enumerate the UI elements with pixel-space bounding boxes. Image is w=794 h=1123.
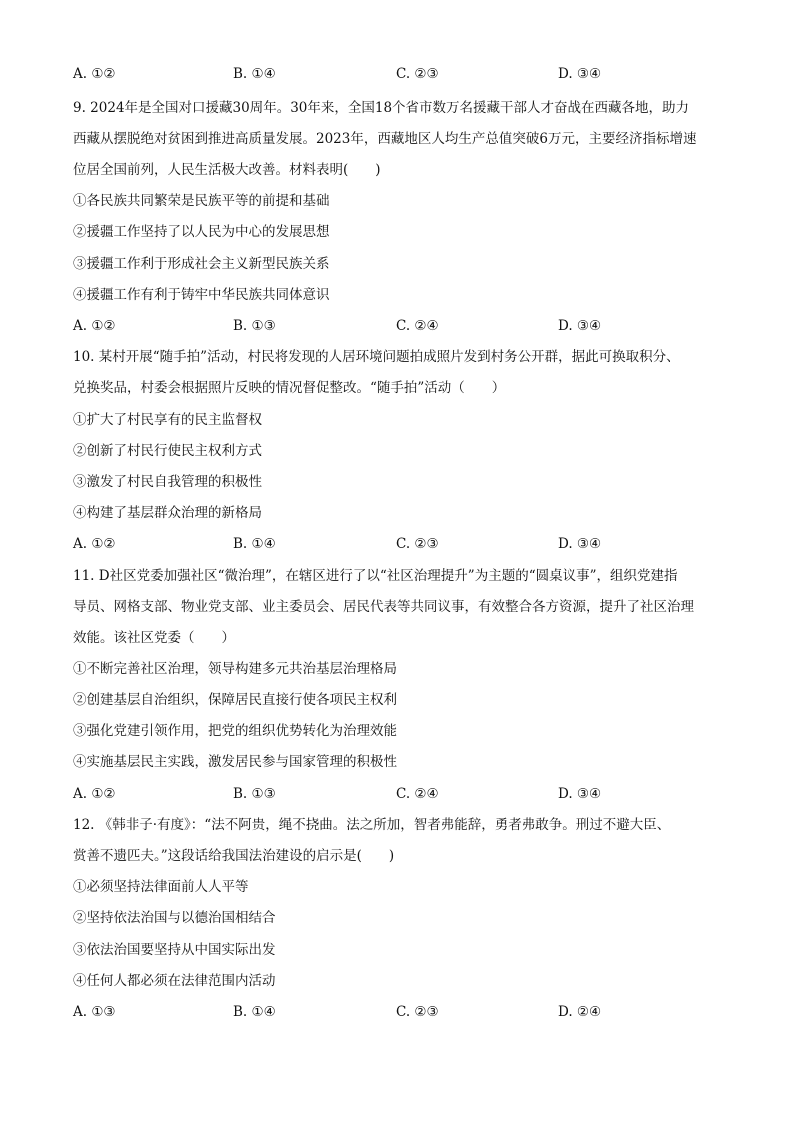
q12-option-a: A. ①③ <box>73 1004 116 1020</box>
q12-item-1: ①必须坚持法律面前人人平等 <box>73 879 249 895</box>
q9-stem-line-1: 9. 2024年是全国对口援藏30周年。30年来，全国18个省市数万名援藏干部人才奋战在西藏各地，助力 <box>73 100 690 116</box>
q12-item-4: ④任何人都必须在法律范围内活动 <box>73 973 276 989</box>
q11-option-d: D. ③④ <box>558 786 602 802</box>
q12-item-2: ②坚持依法治国与以德治国相结合 <box>73 910 276 926</box>
q11-options <box>73 784 733 804</box>
q9-option-c: C. ②④ <box>396 318 439 334</box>
q9-item-3: ③援疆工作利于形成社会主义新型民族关系 <box>73 256 330 272</box>
q12-option-d: D. ②④ <box>558 1004 602 1020</box>
q10-option-d: D. ③④ <box>558 536 602 552</box>
q11-item-1: ①不断完善社区治理，领导构建多元共治基层治理格局 <box>73 661 397 677</box>
q10-item-1: ①扩大了村民享有的民主监督权 <box>73 412 262 428</box>
q11-item-4: ④实施基层民主实践，激发居民参与国家管理的积极性 <box>73 754 397 770</box>
q9-stem-line-3: 位居全国前列，人民生活极大改善。材料表明( ) <box>73 162 381 178</box>
q9-options <box>73 316 733 336</box>
q11-stem-line-3: 效能。该社区党委（ ） <box>73 630 235 646</box>
q10-stem-line-1: 10. 某村开展“随手拍”活动，村民将发现的人居环境问题拍成照片发到村务公开群，据此可换取积分、 <box>73 349 680 365</box>
q9-option-b: B. ①③ <box>233 318 276 334</box>
q8-option-c: C. ②③ <box>396 66 439 82</box>
q12-stem-line-2: 赏善不遗匹夫。”这段话给我国法治建设的启示是( ) <box>73 848 395 864</box>
q12-options <box>73 1002 733 1022</box>
q11-item-2: ②创建基层自治组织，保障居民直接行使各项民主权利 <box>73 692 397 708</box>
q10-option-b: B. ①④ <box>233 536 276 552</box>
q10-stem-line-2: 兑换奖品，村委会根据照片反映的情况督促整改。“随手拍”活动（ ） <box>73 380 506 396</box>
q12-item-3: ③依法治国要坚持从中国实际出发 <box>73 942 276 958</box>
q8-options <box>73 64 733 84</box>
q10-options <box>73 534 733 554</box>
q9-stem-line-2: 西藏从摆脱绝对贫困到推进高质量发展。2023年，西藏地区人均生产总值突破6万元，主要经济指标增速 <box>73 131 697 147</box>
q9-item-2: ②援疆工作坚持了以人民为中心的发展思想 <box>73 224 330 240</box>
q11-stem-line-2: 导员、网格支部、物业党支部、业主委员会、居民代表等共同议事，有效整合各方资源，提升了社区治理 <box>73 599 694 615</box>
q11-option-b: B. ①③ <box>233 786 276 802</box>
q10-item-2: ②创新了村民行使民主权利方式 <box>73 443 262 459</box>
q11-option-a: A. ①② <box>73 786 116 802</box>
q12-option-c: C. ②③ <box>396 1004 439 1020</box>
q10-option-a: A. ①② <box>73 536 116 552</box>
q12-stem-line-1: 12. 《韩非子·有度》：“法不阿贵，绳不挠曲。法之所加，智者弗能辞，勇者弗敢争。刑过不避大臣、 <box>73 817 671 833</box>
q8-option-b: B. ①④ <box>233 66 276 82</box>
q9-option-a: A. ①② <box>73 318 116 334</box>
q10-item-4: ④构建了基层群众治理的新格局 <box>73 505 262 521</box>
q11-item-3: ③强化党建引领作用，把党的组织优势转化为治理效能 <box>73 723 397 739</box>
q12-option-b: B. ①④ <box>233 1004 276 1020</box>
q8-option-d: D. ③④ <box>558 66 602 82</box>
q10-option-c: C. ②③ <box>396 536 439 552</box>
q9-item-4: ④援疆工作有利于铸牢中华民族共同体意识 <box>73 287 330 303</box>
q11-option-c: C. ②④ <box>396 786 439 802</box>
q8-option-a: A. ①② <box>73 66 116 82</box>
q9-option-d: D. ③④ <box>558 318 602 334</box>
q9-item-1: ①各民族共同繁荣是民族平等的前提和基础 <box>73 193 330 209</box>
q11-stem-line-1: 11. D社区党委加强社区“微治理”，在辖区进行了以“社区治理提升”为主题的“圆桌议事”，组织党建指 <box>73 568 678 584</box>
q10-item-3: ③激发了村民自我管理的积极性 <box>73 474 262 490</box>
